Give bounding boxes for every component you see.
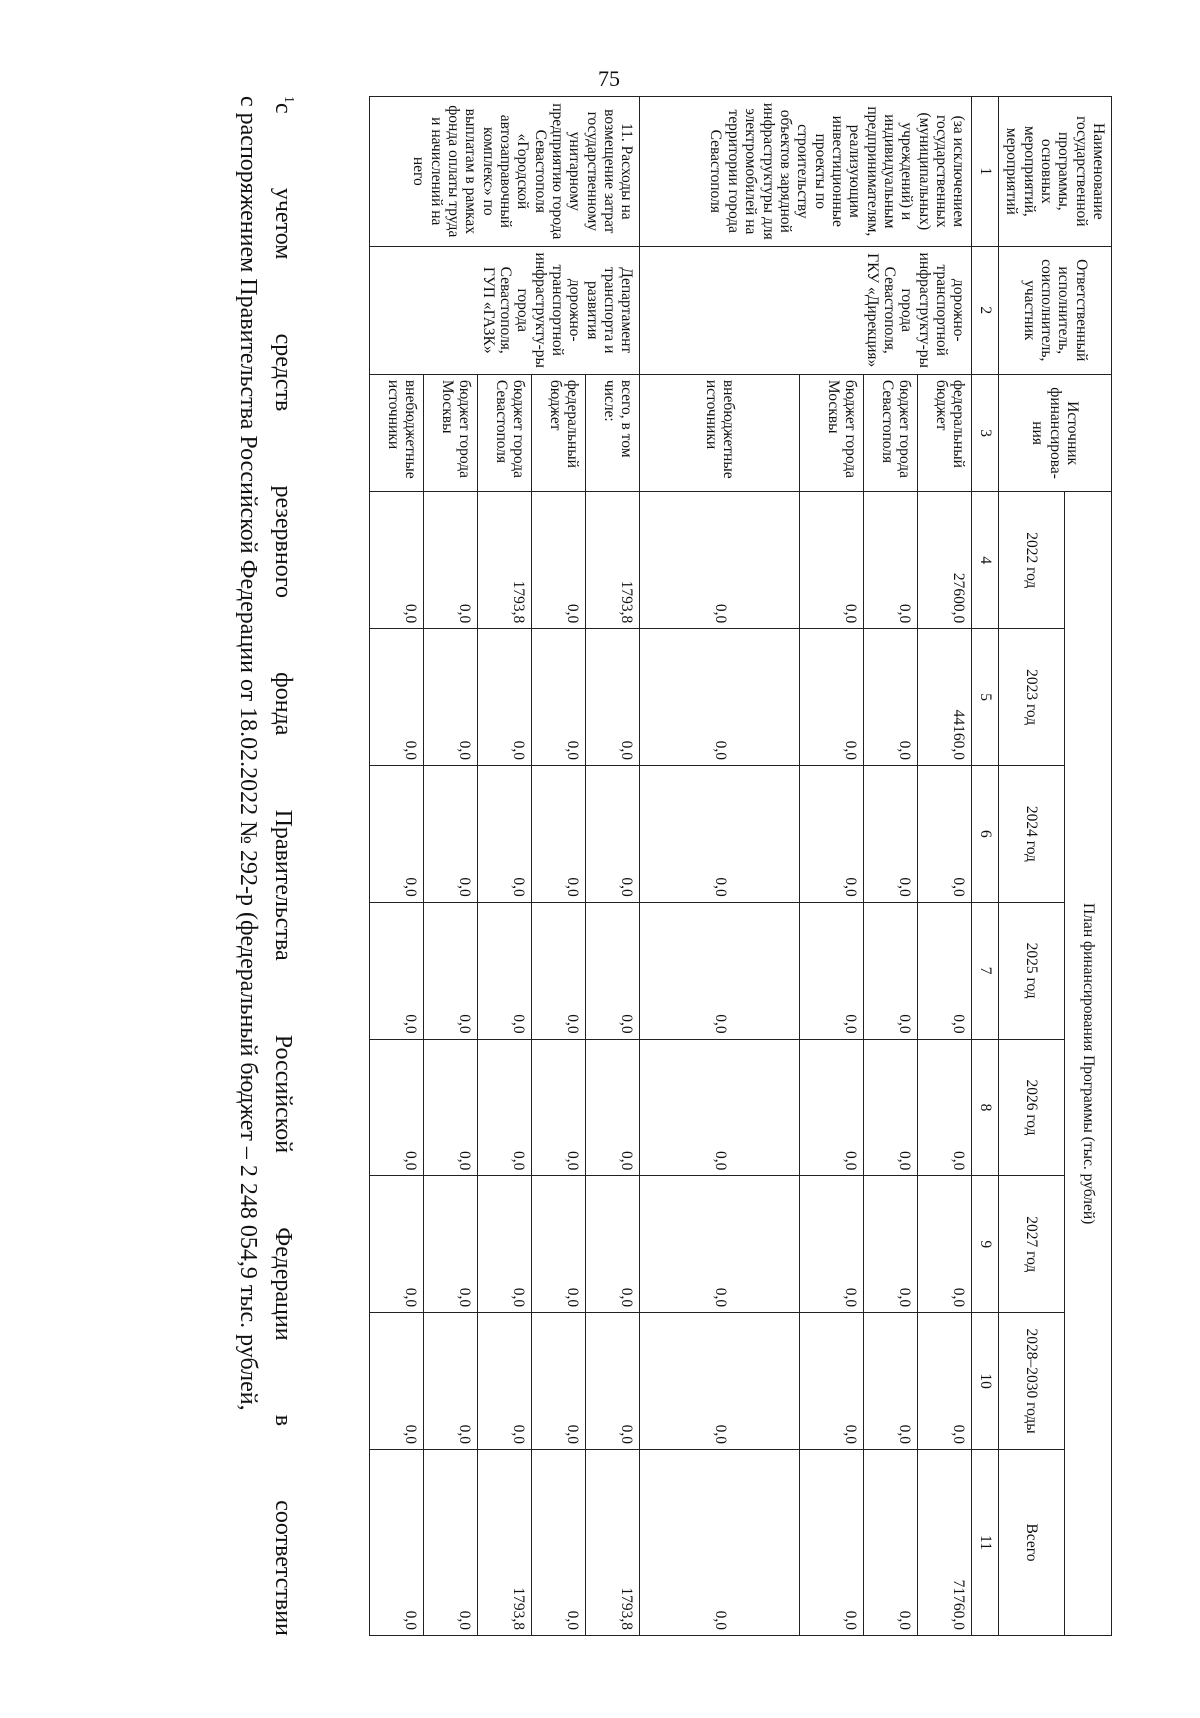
value-cell: 0,0 — [424, 1313, 478, 1450]
header-year: Всего — [998, 1449, 1064, 1635]
header-source: Источник финансирова-ния — [998, 374, 1111, 492]
value-cell: 0,0 — [864, 1449, 918, 1635]
column-number: 4 — [972, 492, 998, 629]
footnote — [230, 96, 300, 1636]
source-cell: бюджет города Москвы — [424, 374, 478, 492]
value-cell: 0,0 — [864, 629, 918, 766]
value-cell: 0,0 — [370, 1313, 424, 1450]
footnote-word: Правительства — [270, 809, 296, 961]
value-cell: 0,0 — [370, 765, 424, 902]
value-cell: 0,0 — [586, 629, 640, 766]
executor-cell: дорожно-транспортной инфраструкту-ры города Севастополя, ГКУ «Дирекция» — [640, 246, 972, 374]
header-year: 2022 год — [998, 492, 1064, 629]
header-year: 2023 год — [998, 629, 1064, 766]
header-year: 2025 год — [998, 902, 1064, 1039]
footnote-word: резервного — [270, 485, 296, 598]
source-cell: бюджет города Севастополя — [478, 374, 532, 492]
value-cell: 0,0 — [478, 765, 532, 902]
value-cell: 0,0 — [800, 629, 864, 766]
footnote-word: средств — [270, 333, 296, 412]
page-number: 75 — [598, 66, 620, 91]
value-cell: 0,0 — [864, 902, 918, 1039]
footnote-word: Федерации — [270, 1227, 296, 1341]
source-cell: внебюджетные источники — [370, 374, 424, 492]
value-cell: 0,0 — [918, 902, 972, 1039]
value-cell: 0,0 — [478, 629, 532, 766]
footnote-line-1 — [265, 96, 300, 1636]
footnote-marker: 1 — [281, 96, 296, 103]
value-cell: 0,0 — [532, 1313, 586, 1450]
footnote-line-2: с распоряжением Правительства Российской Федерации от 18.02.2022 № 292-р (федеральный бюджет – 2 248 054,9 тыс. рублей, — [235, 96, 262, 1411]
value-cell: 0,0 — [370, 492, 424, 629]
value-cell: 0,0 — [532, 1449, 586, 1635]
value-cell: 0,0 — [640, 765, 800, 902]
column-number: 8 — [972, 1039, 998, 1176]
value-cell: 0,0 — [800, 1313, 864, 1450]
column-number: 9 — [972, 1176, 998, 1313]
value-cell: 0,0 — [424, 629, 478, 766]
header-program-name: Наименование государственной программы, основных мероприятий, мероприятий — [998, 97, 1111, 247]
value-cell: 0,0 — [370, 1176, 424, 1313]
column-number: 5 — [972, 629, 998, 766]
value-cell: 0,0 — [800, 902, 864, 1039]
value-cell: 0,0 — [640, 1039, 800, 1176]
rotated-page-content — [182, 96, 1112, 1716]
source-cell: всего, в том числе: — [586, 374, 640, 492]
header-executor: Ответственный исполнитель, соисполнитель, участник — [998, 246, 1111, 374]
value-cell: 0,0 — [478, 1039, 532, 1176]
source-cell: федеральный бюджет — [918, 374, 972, 492]
column-number: 11 — [972, 1449, 998, 1635]
value-cell: 0,0 — [424, 1176, 478, 1313]
value-cell: 0,0 — [800, 1449, 864, 1635]
program-name-cell: 11. Расходы на возмещение затрат государственному унитарному предприятию города Севастополя «Городской автозаправочный комплекс» по выплатам в рамках фонда оплаты труда и начислений на него — [370, 97, 640, 247]
footnote-word: $^1$с — [270, 96, 296, 114]
value-cell: 0,0 — [586, 902, 640, 1039]
table-row — [918, 97, 972, 1636]
value-cell: 0,0 — [864, 1176, 918, 1313]
value-cell: 0,0 — [918, 1039, 972, 1176]
header-year: 2027 год — [998, 1176, 1064, 1313]
footnote-word: в — [270, 1414, 296, 1427]
value-cell: 1793,8 — [478, 1449, 532, 1635]
value-cell: 0,0 — [800, 1176, 864, 1313]
value-cell: 71760,0 — [918, 1449, 972, 1635]
value-cell: 0,0 — [478, 1176, 532, 1313]
value-cell: 0,0 — [864, 765, 918, 902]
value-cell: 0,0 — [640, 492, 800, 629]
value-cell: 0,0 — [532, 902, 586, 1039]
source-cell: федеральный бюджет — [532, 374, 586, 492]
value-cell: 0,0 — [586, 1039, 640, 1176]
program-name-cell: (за исключением государственных (муниципальных) учреждений) и индивидуальным предпринимателям, реализующим инвестиционные проекты по строительству объектов зарядной инфраструктуры для электромобилей на территории города Севастополя — [640, 97, 972, 247]
value-cell: 0,0 — [640, 1176, 800, 1313]
value-cell: 1793,8 — [586, 1449, 640, 1635]
header-year: 2024 год — [998, 765, 1064, 902]
value-cell: 0,0 — [370, 902, 424, 1039]
value-cell: 0,0 — [478, 1313, 532, 1450]
footnote-word: фонда — [270, 672, 296, 736]
value-cell: 0,0 — [424, 492, 478, 629]
value-cell: 0,0 — [370, 1449, 424, 1635]
value-cell: 0,0 — [586, 1176, 640, 1313]
column-number: 1 — [972, 97, 998, 247]
source-cell: бюджет города Москвы — [800, 374, 864, 492]
value-cell: 0,0 — [864, 492, 918, 629]
value-cell: 0,0 — [918, 765, 972, 902]
value-cell: 0,0 — [918, 1176, 972, 1313]
source-cell: внебюджетные источники — [640, 374, 800, 492]
footnote-word: Российской — [270, 1034, 296, 1154]
column-number: 3 — [972, 374, 998, 492]
value-cell: 0,0 — [532, 1039, 586, 1176]
source-cell: бюджет города Севастополя — [864, 374, 918, 492]
value-cell: 0,0 — [800, 1039, 864, 1176]
value-cell: 0,0 — [424, 765, 478, 902]
column-number-row — [972, 97, 998, 1636]
header-plan: План финансирования Программы (тыс. рублей) — [1064, 492, 1111, 1636]
value-cell: 0,0 — [640, 629, 800, 766]
value-cell: 0,0 — [532, 492, 586, 629]
value-cell: 0,0 — [370, 629, 424, 766]
table-row — [586, 97, 640, 1636]
value-cell: 44160,0 — [918, 629, 972, 766]
footnote-word: соответствии — [270, 1500, 296, 1636]
header-year: 2028–2030 годы — [998, 1313, 1064, 1450]
column-number: 10 — [972, 1313, 998, 1450]
column-number: 6 — [972, 765, 998, 902]
value-cell: 0,0 — [532, 629, 586, 766]
value-cell: 0,0 — [640, 1313, 800, 1450]
header-row-1 — [1064, 97, 1111, 1636]
value-cell: 0,0 — [424, 902, 478, 1039]
value-cell: 0,0 — [586, 765, 640, 902]
value-cell: 1793,8 — [478, 492, 532, 629]
value-cell: 0,0 — [586, 1313, 640, 1450]
value-cell: 0,0 — [640, 1449, 800, 1635]
executor-cell: Департамент транспорта и развития дорожно-транспортной инфраструкту-ры города Севастополя, ГУП «ГАЗК» — [370, 246, 640, 374]
value-cell: 0,0 — [864, 1039, 918, 1176]
value-cell: 0,0 — [478, 902, 532, 1039]
value-cell: 27600,0 — [918, 492, 972, 629]
value-cell: 0,0 — [424, 1449, 478, 1635]
column-number: 2 — [972, 246, 998, 374]
column-number: 7 — [972, 902, 998, 1039]
value-cell: 0,0 — [370, 1039, 424, 1176]
value-cell: 1793,8 — [586, 492, 640, 629]
value-cell: 0,0 — [532, 765, 586, 902]
value-cell: 0,0 — [800, 765, 864, 902]
value-cell: 0,0 — [532, 1176, 586, 1313]
financing-table — [369, 96, 1112, 1636]
value-cell: 0,0 — [424, 1039, 478, 1176]
value-cell: 0,0 — [918, 1313, 972, 1450]
header-year: 2026 год — [998, 1039, 1064, 1176]
value-cell: 0,0 — [800, 492, 864, 629]
value-cell: 0,0 — [640, 902, 800, 1039]
footnote-word: учетом — [270, 187, 296, 260]
value-cell: 0,0 — [864, 1313, 918, 1450]
